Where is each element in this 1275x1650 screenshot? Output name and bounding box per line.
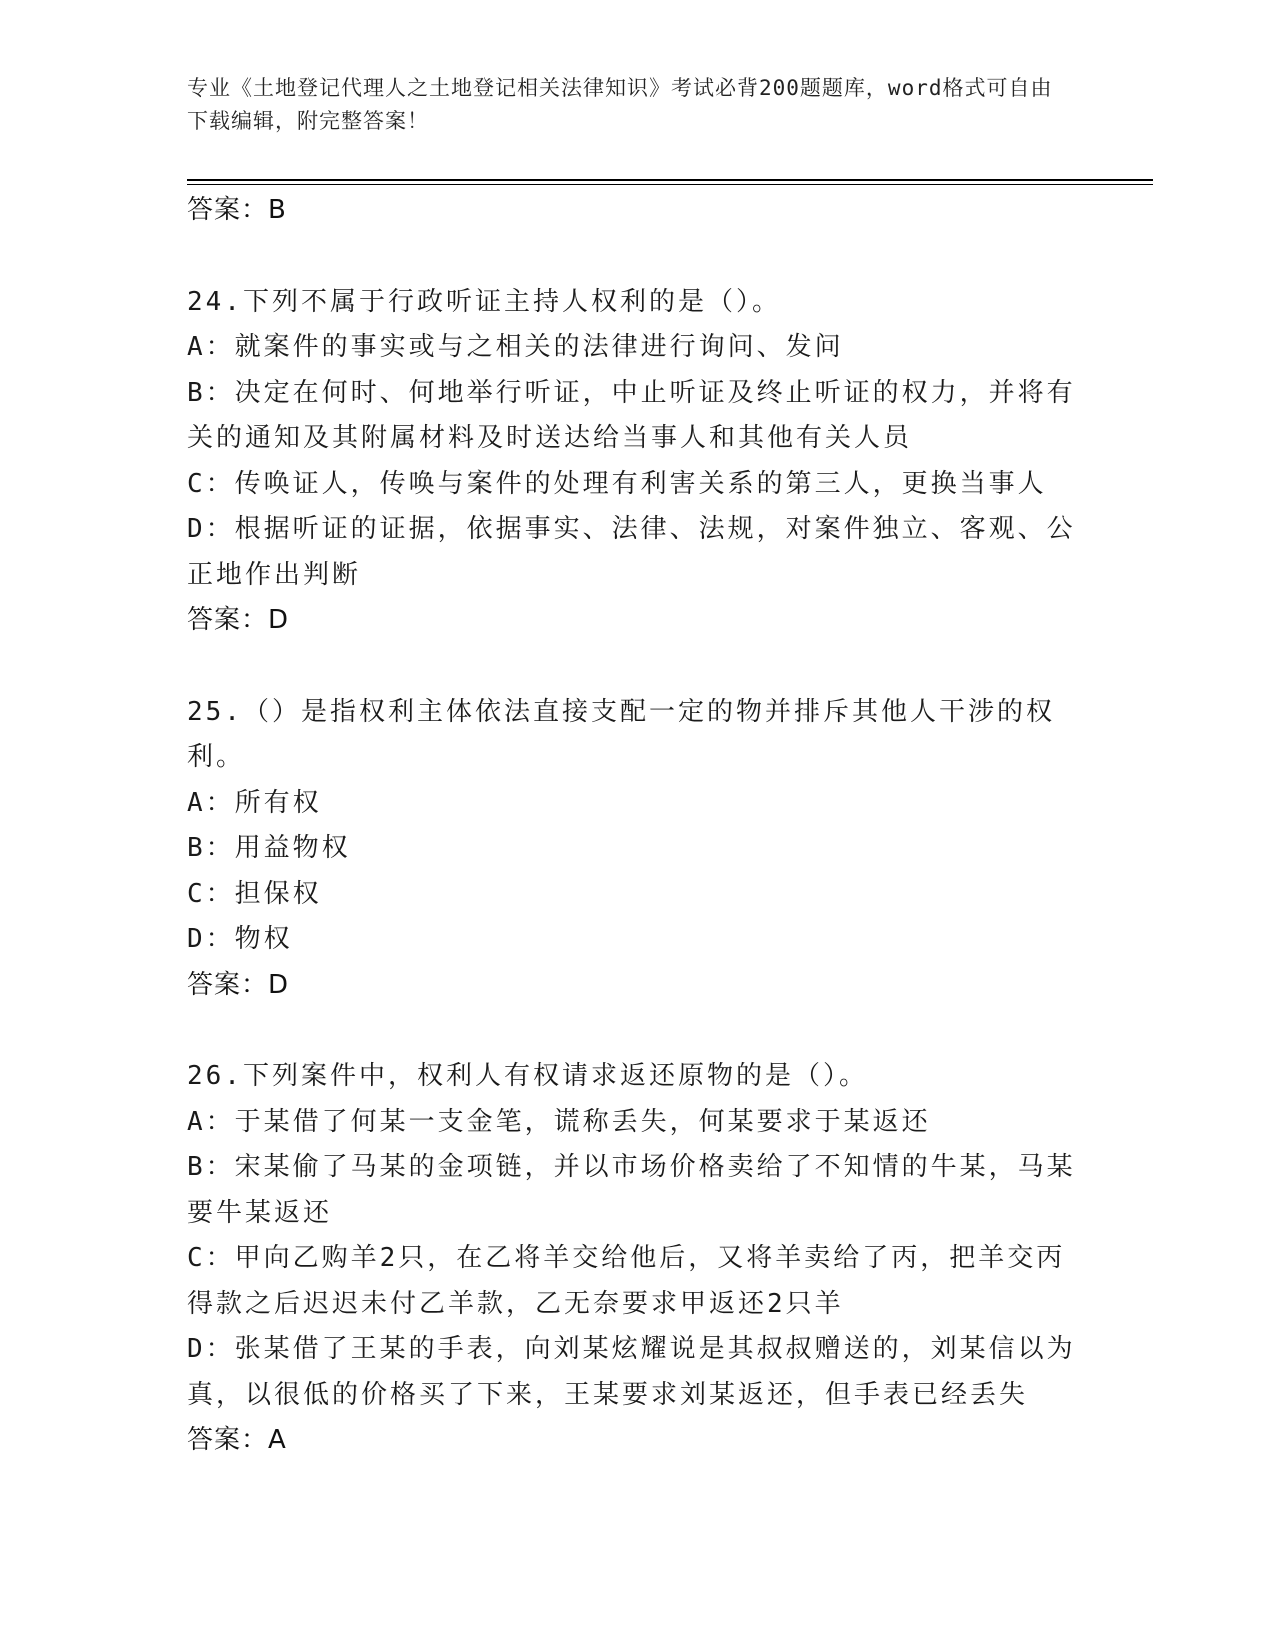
option-d: D：根据听证的证据，依据事实、法律、法规，对案件独立、客观、公正地作出判断 xyxy=(187,514,1076,590)
option-d: D：物权 xyxy=(187,924,293,954)
option-b: B：宋某偷了马某的金项链，并以市场价格卖给了不知情的牛某，马某要牛某返还 xyxy=(187,1152,1076,1228)
answer-line: 答案：D xyxy=(187,605,290,635)
option-a: A：于某借了何某一支金笔，谎称丢失，何某要求于某返还 xyxy=(187,1106,931,1137)
option-a: A：就案件的事实或与之相关的法律进行询问、发问 xyxy=(187,332,844,362)
header-divider-thick xyxy=(187,179,1153,181)
question-25 xyxy=(187,690,1077,1009)
question-stem: 25.（）是指权利主体依法直接支配一定的物并排斥其他人干涉的权利。 xyxy=(187,696,1055,772)
option-c: C：甲向乙购羊2只，在乙将羊交给他后，又将羊卖给了丙，把羊交丙得款之后迟迟未付乙羊款，乙无奈要求甲返还2只羊 xyxy=(187,1243,1066,1319)
document-body xyxy=(187,188,1077,1464)
option-a: A：所有权 xyxy=(187,787,322,818)
option-c: C：担保权 xyxy=(187,878,322,909)
option-b: B：用益物权 xyxy=(187,833,351,863)
option-c: C：传唤证人，传唤与案件的处理有利害关系的第三人，更换当事人 xyxy=(187,468,1047,499)
header-divider-thin xyxy=(187,184,1153,185)
answer-line: 答案：B xyxy=(187,195,287,225)
answer-line: 答案：D xyxy=(187,969,290,1000)
answer-line: 答案：A xyxy=(187,1425,287,1455)
document-header: 专业《土地登记代理人之土地登记相关法律知识》考试必背200题题库，word格式可自由下载编辑，附完整答案！ xyxy=(187,76,1053,133)
option-d: D：张某借了王某的手表，向刘某炫耀说是其叔叔赠送的，刘某信以为真，以很低的价格买了下来，王某要求刘某返还，但手表已经丢失 xyxy=(187,1334,1076,1410)
question-26 xyxy=(187,1054,1077,1464)
question-24 xyxy=(187,280,1077,644)
option-b: B：决定在何时、何地举行听证，中止听证及终止听证的权力，并将有关的通知及其附属材料及时送达给当事人和其他有关人员 xyxy=(187,377,1076,453)
question-stem: 24.下列不属于行政听证主持人权利的是（）。 xyxy=(187,286,781,317)
question-stem: 26.下列案件中，权利人有权请求返还原物的是（）。 xyxy=(187,1061,868,1091)
